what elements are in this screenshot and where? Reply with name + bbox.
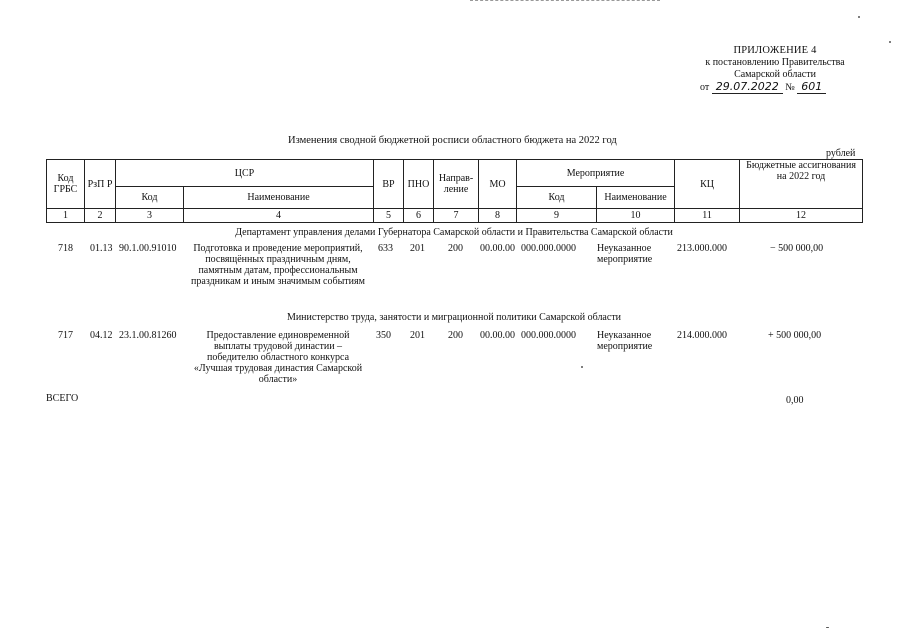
document-title: Изменения сводной бюджетной росписи областного бюджета на 2022 год	[288, 135, 617, 146]
col-csr-name: Наименование	[184, 187, 374, 209]
col-number: 1	[47, 209, 85, 223]
appendix-date-number	[690, 81, 860, 94]
col-mo: МО	[479, 160, 517, 209]
col-csr-kod: Код	[116, 187, 184, 209]
col-csr: ЦСР	[116, 160, 374, 187]
col-pno: ПНО	[404, 160, 434, 209]
cell-csr-kod: 23.1.00.81260	[119, 330, 177, 341]
col-napr: Направ-ление	[434, 160, 479, 209]
handwritten-date: 29.07.2022	[712, 80, 783, 94]
cell-napr: 200	[448, 243, 463, 254]
cell-grbs: 718	[58, 243, 73, 254]
col-number: 9	[517, 209, 597, 223]
cell-csr-name: Подготовка и проведение мероприятий, посвящённых праздничным дням, памятным датам, профессиональным праздникам и иным значимым событиям	[191, 243, 365, 287]
col-meropr-kod: Код	[517, 187, 597, 209]
handwritten-number: 601	[797, 80, 826, 94]
col-kc: КЦ	[675, 160, 740, 209]
table-row	[46, 243, 862, 303]
col-number: 3	[116, 209, 184, 223]
appendix-header	[690, 45, 860, 94]
cell-meropr-name: Неуказанное мероприятие	[597, 243, 653, 265]
cell-grbs: 717	[58, 330, 73, 341]
col-number: 7	[434, 209, 479, 223]
total-value: 0,00	[786, 395, 804, 406]
cell-amount: + 500 000,00	[768, 330, 822, 341]
col-meropr: Мероприятие	[517, 160, 675, 187]
col-rzpr: РзП Р	[85, 160, 116, 209]
appendix-title: ПРИЛОЖЕНИЕ 4	[733, 45, 817, 56]
cell-amount: − 500 000,00	[770, 243, 824, 254]
cell-meropr-kod: 000.000.0000	[521, 330, 576, 341]
from-label: от	[700, 82, 710, 93]
cell-mo: 00.00.00	[480, 243, 515, 254]
col-number: 8	[479, 209, 517, 223]
department-heading: Департамент управления делами Губернатора Самарской области и Правительства Самарской области	[235, 227, 673, 238]
budget-table-header	[46, 159, 863, 223]
col-vr: ВР	[374, 160, 404, 209]
col-number: 5	[374, 209, 404, 223]
col-number: 6	[404, 209, 434, 223]
col-budget: Бюджетные ассигнования на 2022 год	[740, 160, 863, 209]
appendix-line2: Самарской области	[734, 69, 816, 80]
scan-speck	[826, 627, 829, 628]
cell-pno: 201	[410, 330, 425, 341]
cell-rzpr: 04.12	[90, 330, 113, 341]
col-kod-grbs: Код ГРБС	[47, 160, 85, 209]
cell-mo: 00.00.00	[480, 330, 515, 341]
cell-rzpr: 01.13	[90, 243, 113, 254]
cell-csr-kod: 90.1.00.91010	[119, 243, 177, 254]
col-number: 11	[675, 209, 740, 223]
scan-speck	[889, 41, 891, 43]
col-number: 4	[184, 209, 374, 223]
col-number: 2	[85, 209, 116, 223]
col-number: 10	[597, 209, 675, 223]
cell-csr-name: Предоставление единовременной выплаты трудовой династии – победителю областного конкурса «Лучшая трудовая династия Самарской области»	[193, 330, 363, 385]
cell-vr: 350	[376, 330, 391, 341]
cell-kc: 214.000.000	[677, 330, 727, 341]
units-label: рублей	[826, 148, 856, 159]
scan-speck	[858, 16, 860, 18]
cell-kc: 213.000.000	[677, 243, 727, 254]
cell-vr: 633	[378, 243, 393, 254]
department-heading: Министерство труда, занятости и миграционной политики Самарской области	[286, 312, 622, 323]
scan-edge-line	[470, 0, 660, 2]
cell-pno: 201	[410, 243, 425, 254]
scan-speck	[581, 366, 583, 368]
appendix-line1: к постановлению Правительства	[705, 57, 845, 68]
cell-meropr-name: Неуказанное мероприятие	[597, 330, 653, 352]
total-label: ВСЕГО	[46, 393, 79, 404]
cell-napr: 200	[448, 330, 463, 341]
number-label: №	[785, 82, 795, 93]
col-meropr-name: Наименование	[597, 187, 675, 209]
cell-meropr-kod: 000.000.0000	[521, 243, 576, 254]
col-number: 12	[740, 209, 863, 223]
table-row	[46, 330, 862, 390]
